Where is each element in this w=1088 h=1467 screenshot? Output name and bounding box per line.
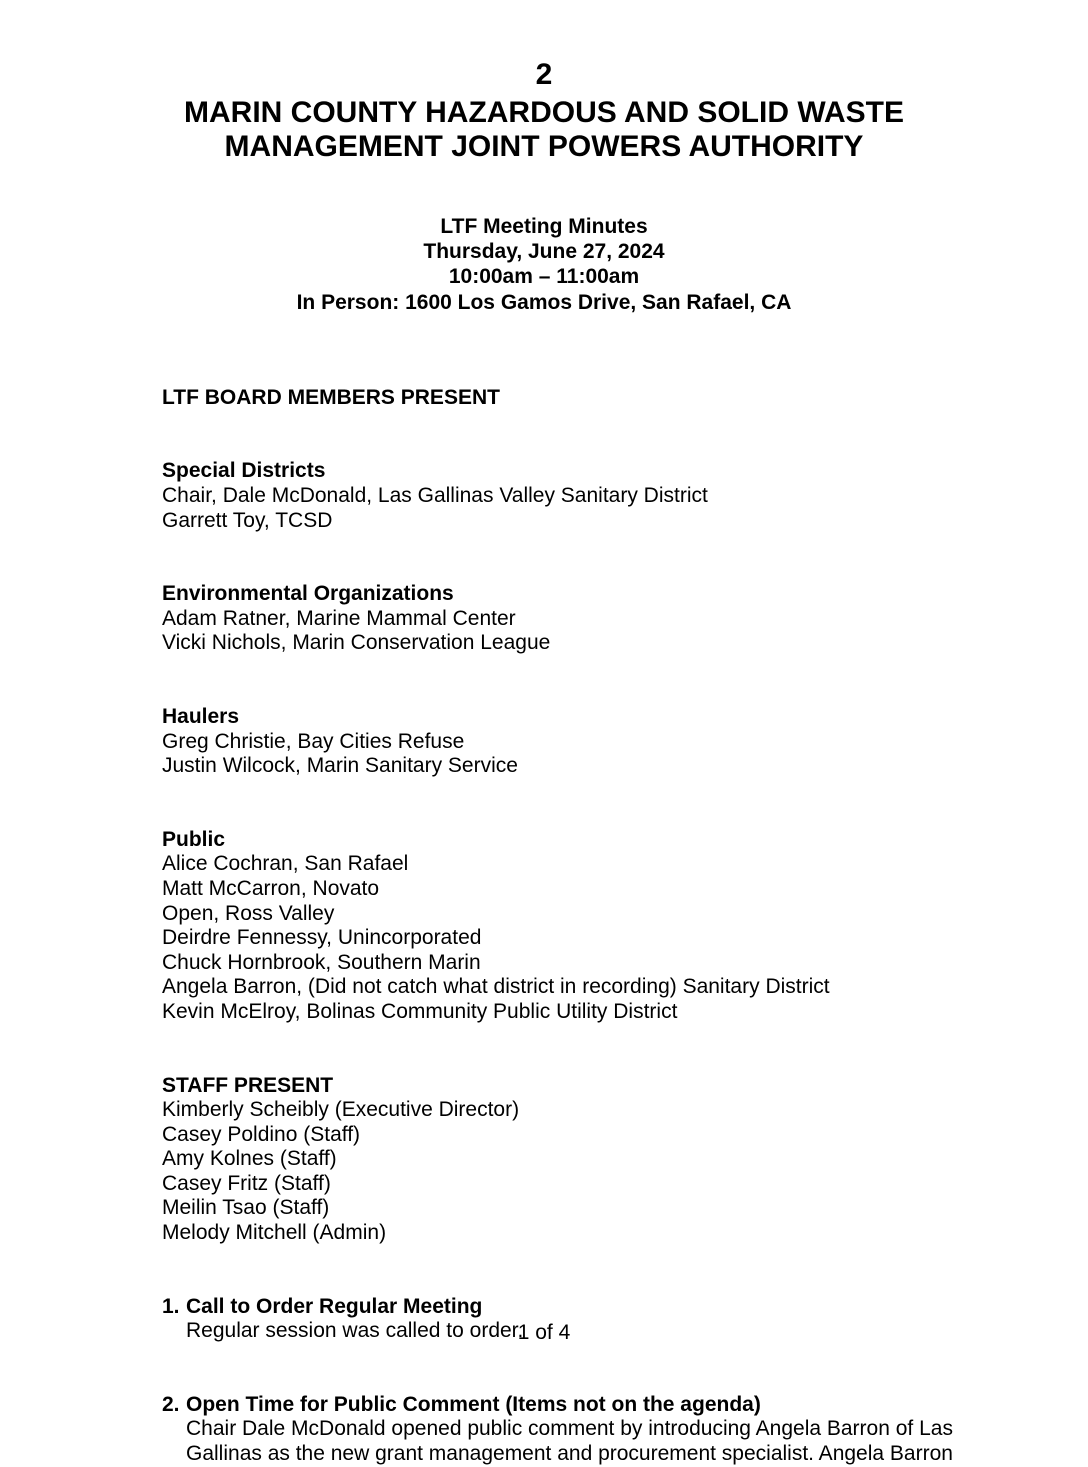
member-line: Greg Christie, Bay Cities Refuse bbox=[162, 729, 465, 753]
document-title bbox=[120, 96, 968, 164]
agenda-item-heading: Call to Order Regular Meeting bbox=[186, 1294, 483, 1318]
page-number: 2 bbox=[535, 58, 553, 91]
board-members-heading: LTF BOARD MEMBERS PRESENT bbox=[162, 385, 500, 409]
agenda-item-2 bbox=[162, 1393, 968, 1467]
group-heading: Special Districts bbox=[162, 459, 326, 483]
group-heading: Environmental Organizations bbox=[162, 582, 454, 606]
meeting-date: Thursday, June 27, 2024 bbox=[423, 240, 665, 264]
staff-present-heading: STAFF PRESENT bbox=[162, 1073, 334, 1097]
document-title-line2: MANAGEMENT JOINT POWERS AUTHORITY bbox=[224, 130, 864, 163]
agenda-item-number: 1. bbox=[162, 1294, 180, 1318]
member-line: Kimberly Scheibly (Executive Director) bbox=[162, 1098, 520, 1122]
member-line: Open, Ross Valley bbox=[162, 901, 335, 925]
member-line: Meilin Tsao (Staff) bbox=[162, 1196, 330, 1220]
member-line: Casey Poldino (Staff) bbox=[162, 1122, 361, 1146]
group-public bbox=[162, 828, 968, 1025]
agenda-item-body: Chair Dale McDonald opened public comment by introducing Angela Barron of Las Gallinas as the new grant management and procurement specialist. Angela Barron bbox=[186, 1417, 953, 1466]
member-line: Deirdre Fennessy, Unincorporated bbox=[162, 926, 482, 950]
meeting-time: 10:00am – 11:00am bbox=[448, 265, 640, 289]
group-heading: Haulers bbox=[162, 704, 240, 728]
meeting-title: LTF Meeting Minutes bbox=[440, 215, 648, 238]
agenda-item-number: 2. bbox=[162, 1392, 180, 1416]
group-environmental-organizations bbox=[162, 582, 968, 656]
agenda-item-body: Regular session was called to order. bbox=[186, 1319, 524, 1343]
member-line: Justin Wilcock, Marin Sanitary Service bbox=[162, 754, 518, 778]
member-line: Angela Barron, (Did not catch what district in recording) Sanitary District bbox=[162, 975, 830, 999]
page-footer bbox=[0, 1321, 1088, 1346]
member-line: Kevin McElroy, Bolinas Community Public Utility District bbox=[162, 999, 678, 1023]
group-heading: Public bbox=[162, 827, 226, 851]
page-indicator: 1 of 4 bbox=[517, 1321, 571, 1345]
group-staff-present bbox=[162, 1074, 968, 1246]
member-line: Chuck Hornbrook, Southern Marin bbox=[162, 950, 481, 974]
group-haulers bbox=[162, 705, 968, 779]
member-line: Amy Kolnes (Staff) bbox=[162, 1147, 337, 1171]
member-line: Alice Cochran, San Rafael bbox=[162, 852, 409, 876]
meeting-location: In Person: 1600 Los Gamos Drive, San Rafael, CA bbox=[296, 290, 792, 314]
member-line: Vicki Nichols, Marin Conservation League bbox=[162, 631, 551, 655]
member-line: Adam Ratner, Marine Mammal Center bbox=[162, 606, 516, 630]
meeting-info bbox=[120, 214, 968, 315]
member-line: Matt McCarron, Novato bbox=[162, 876, 380, 900]
member-line: Casey Fritz (Staff) bbox=[162, 1171, 331, 1195]
document-title-line1: MARIN COUNTY HAZARDOUS AND SOLID WASTE bbox=[184, 96, 904, 129]
member-line: Garrett Toy, TCSD bbox=[162, 508, 333, 532]
agenda-item-content bbox=[186, 1393, 968, 1467]
member-line: Melody Mitchell (Admin) bbox=[162, 1221, 387, 1245]
member-line: Chair, Dale McDonald, Las Gallinas Valley Sanitary District bbox=[162, 484, 708, 507]
group-special-districts bbox=[162, 459, 968, 533]
agenda-item-heading: Open Time for Public Comment (Items not on the agenda) bbox=[186, 1392, 761, 1416]
